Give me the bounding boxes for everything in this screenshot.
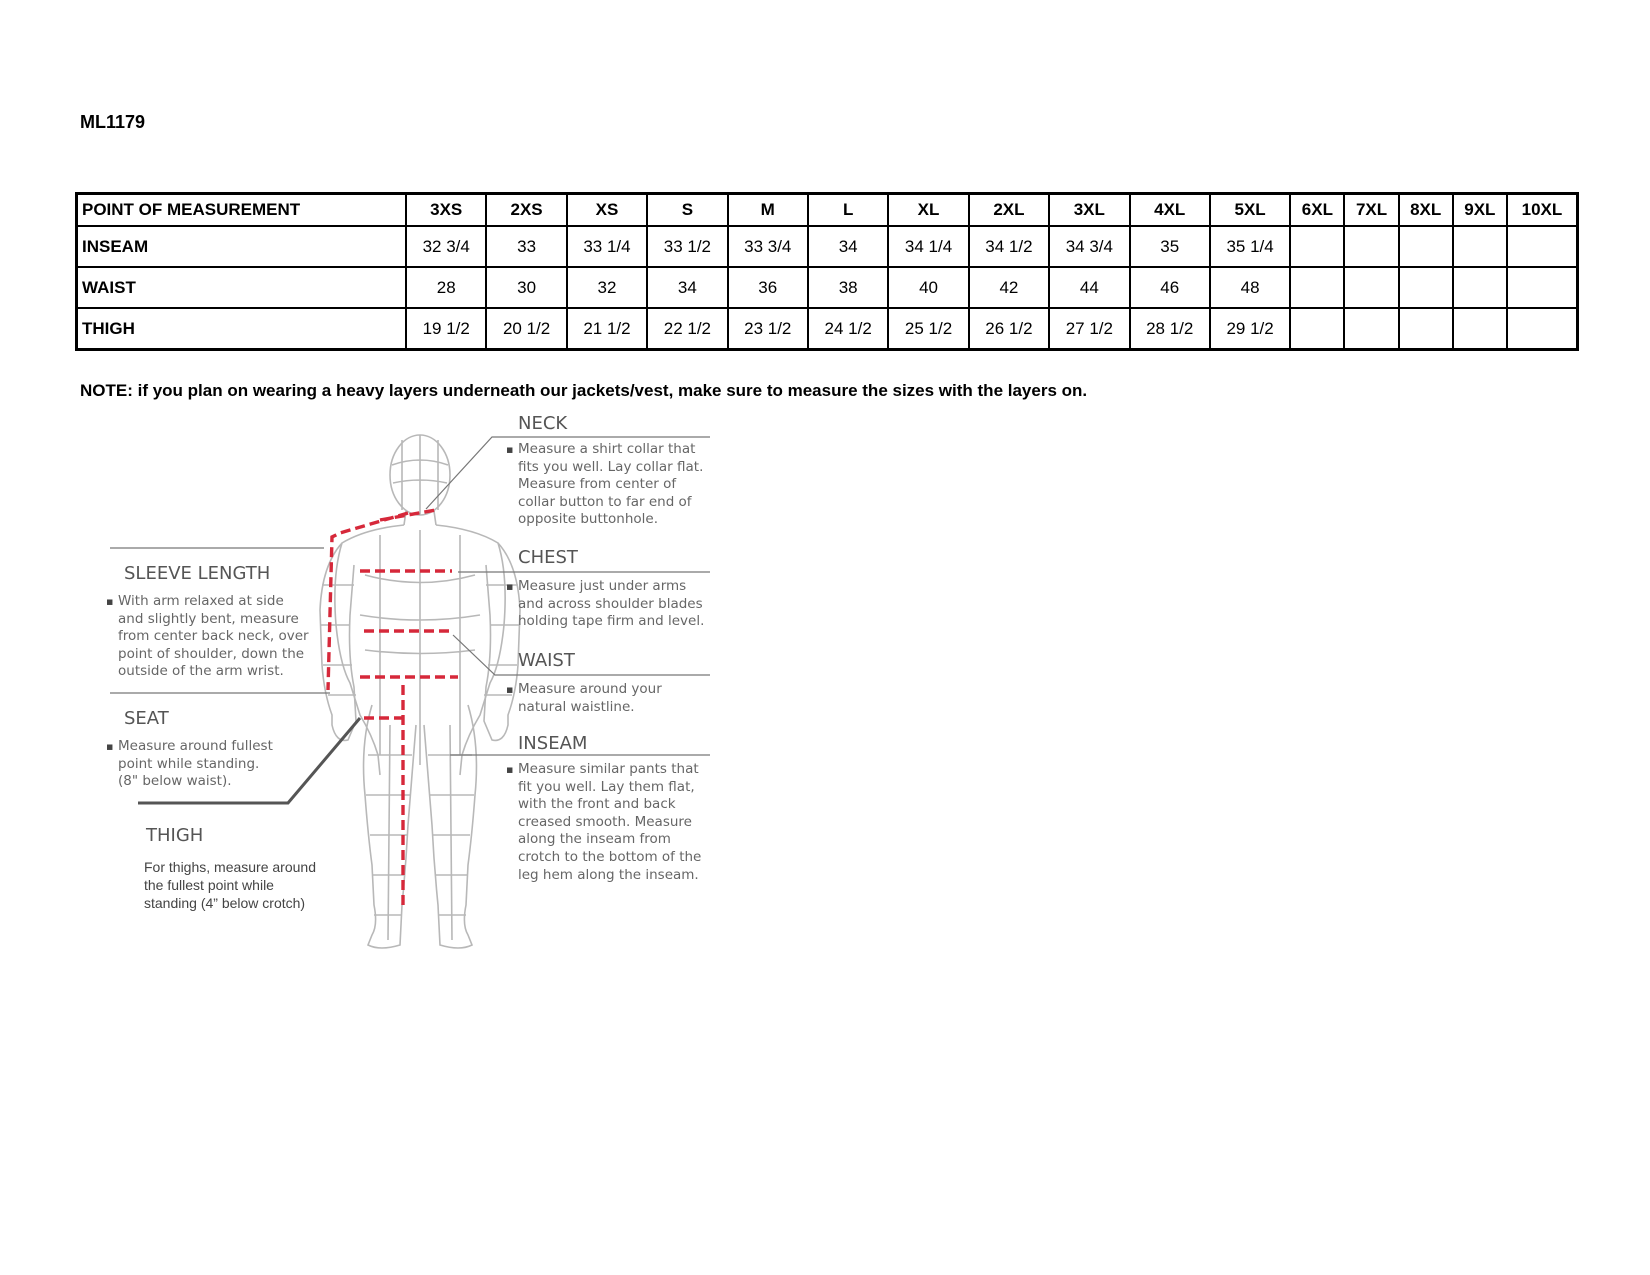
layering-note: NOTE: if you plan on wearing a heavy layers underneath our jackets/vest, make sure to measure the sizes with the layers on.	[80, 381, 1088, 400]
table-cell: 24 1/2	[808, 308, 888, 350]
table-cell: 30	[486, 267, 566, 308]
table-cell	[1344, 226, 1398, 267]
table-cell: 23 1/2	[728, 308, 808, 350]
waist-title: WAIST	[518, 650, 575, 671]
inseam-description	[506, 761, 748, 884]
table-cell: 33 1/2	[647, 226, 727, 267]
waist-line: ▪ Measure around your	[518, 681, 662, 697]
table-row-thigh	[77, 308, 1578, 350]
neck-line: Measure from center of	[518, 476, 677, 493]
table-cell	[1453, 226, 1507, 267]
table-cell: 33 1/4	[567, 226, 647, 267]
measurement-guide	[110, 413, 760, 995]
inseam-line: crotch to the bottom of the	[518, 848, 702, 865]
column-header: L	[808, 194, 888, 227]
table-cell: 19 1/2	[406, 308, 486, 350]
inseam-line: leg hem along the inseam.	[518, 866, 699, 883]
table-cell: 34	[808, 226, 888, 267]
column-header: 4XL	[1130, 194, 1210, 227]
table-cell	[1399, 226, 1453, 267]
inseam-title: INSEAM	[518, 733, 588, 754]
chest-title: CHEST	[518, 547, 578, 568]
table-cell	[1453, 267, 1507, 308]
table-row-waist	[77, 267, 1578, 308]
table-cell: 22 1/2	[647, 308, 727, 350]
table-cell: 32 3/4	[406, 226, 486, 267]
table-cell: 25 1/2	[888, 308, 968, 350]
sleeve-line: and slightly bent, measure	[118, 610, 299, 627]
neck-title: NECK	[518, 413, 568, 434]
inseam-line: along the inseam from	[518, 831, 671, 848]
table-cell: 34 3/4	[1049, 226, 1129, 267]
neck-line: collar button to far end of	[518, 493, 692, 510]
column-header: 3XL	[1049, 194, 1129, 227]
column-header: 10XL	[1507, 194, 1578, 227]
table-cell	[1290, 308, 1344, 350]
table-cell	[1344, 267, 1398, 308]
seat-title: SEAT	[124, 708, 169, 729]
column-header: 2XS	[486, 194, 566, 227]
inseam-line: creased smooth. Measure	[518, 813, 692, 830]
table-cell	[1453, 308, 1507, 350]
table-cell: 34	[647, 267, 727, 308]
table-cell: 35	[1130, 226, 1210, 267]
neck-line: fits you well. Lay collar flat.	[518, 458, 704, 475]
seat-description	[106, 738, 333, 791]
product-code: ML1179	[80, 112, 146, 132]
table-cell	[1507, 308, 1578, 350]
sleeve-length-title: SLEEVE LENGTH	[124, 563, 271, 584]
seat-line: (8" below waist).	[118, 773, 232, 790]
row-label: INSEAM	[77, 226, 407, 267]
sleeve-line: ▪ With arm relaxed at side	[118, 593, 284, 609]
column-header: S	[647, 194, 727, 227]
row-label: THIGH	[77, 308, 407, 350]
table-cell: 28	[406, 267, 486, 308]
table-cell: 42	[969, 267, 1049, 308]
table-cell: 35 1/4	[1210, 226, 1290, 267]
chest-line: and across shoulder blades	[518, 595, 703, 612]
column-header: 3XS	[406, 194, 486, 227]
column-header: M	[728, 194, 808, 227]
column-header: 5XL	[1210, 194, 1290, 227]
column-header: 8XL	[1399, 194, 1453, 227]
table-cell	[1507, 226, 1578, 267]
chest-description	[506, 578, 748, 631]
table-cell: 26 1/2	[969, 308, 1049, 350]
inseam-line: ▪ Measure similar pants that	[518, 761, 699, 777]
neck-line: ▪ Measure a shirt collar that	[518, 441, 696, 457]
thigh-line: the fullest point while	[144, 877, 274, 893]
thigh-title: THIGH	[146, 825, 204, 846]
waist-description	[506, 681, 748, 716]
sleeve-line: point of shoulder, down the	[118, 645, 305, 662]
size-chart-table	[75, 192, 1579, 351]
table-cell: 33 3/4	[728, 226, 808, 267]
neck-description	[506, 441, 748, 529]
column-header: 9XL	[1453, 194, 1507, 227]
table-cell: 20 1/2	[486, 308, 566, 350]
sleeve-length-description	[106, 593, 333, 681]
inseam-line: fit you well. Lay them flat,	[518, 778, 695, 795]
seat-line: point while standing.	[118, 755, 260, 772]
table-header-row	[77, 194, 1578, 227]
table-cell	[1399, 267, 1453, 308]
table-cell: 48	[1210, 267, 1290, 308]
table-cell: 34 1/4	[888, 226, 968, 267]
table-cell: 29 1/2	[1210, 308, 1290, 350]
column-header: XS	[567, 194, 647, 227]
row-label: WAIST	[77, 267, 407, 308]
table-cell: 33	[486, 226, 566, 267]
table-cell: 32	[567, 267, 647, 308]
table-cell: 21 1/2	[567, 308, 647, 350]
table-cell: 28 1/2	[1130, 308, 1210, 350]
sleeve-line: outside of the arm wrist.	[118, 663, 284, 680]
thigh-description	[144, 858, 364, 912]
chest-line: ▪ Measure just under arms	[518, 578, 687, 594]
chest-line: holding tape firm and level.	[518, 613, 705, 630]
thigh-line: For thighs, measure around	[144, 859, 316, 875]
table-cell: 40	[888, 267, 968, 308]
column-header: 2XL	[969, 194, 1049, 227]
column-header: POINT OF MEASUREMENT	[77, 194, 407, 227]
thigh-line: standing (4” below crotch)	[144, 895, 306, 911]
table-cell: 46	[1130, 267, 1210, 308]
column-header: 7XL	[1344, 194, 1398, 227]
table-cell	[1290, 267, 1344, 308]
column-header: 6XL	[1290, 194, 1344, 227]
table-cell	[1344, 308, 1398, 350]
seat-line: ▪ Measure around fullest	[118, 738, 273, 754]
waist-line: natural waistline.	[518, 698, 635, 715]
table-cell	[1507, 267, 1578, 308]
table-cell: 36	[728, 267, 808, 308]
table-cell: 44	[1049, 267, 1129, 308]
table-row-inseam	[77, 226, 1578, 267]
sleeve-line: from center back neck, over	[118, 628, 309, 645]
table-cell	[1399, 308, 1453, 350]
table-cell: 38	[808, 267, 888, 308]
table-cell: 34 1/2	[969, 226, 1049, 267]
neck-line: opposite buttonhole.	[518, 511, 659, 528]
table-cell: 27 1/2	[1049, 308, 1129, 350]
table-cell	[1290, 226, 1344, 267]
inseam-line: with the front and back	[518, 796, 676, 813]
column-header: XL	[888, 194, 968, 227]
